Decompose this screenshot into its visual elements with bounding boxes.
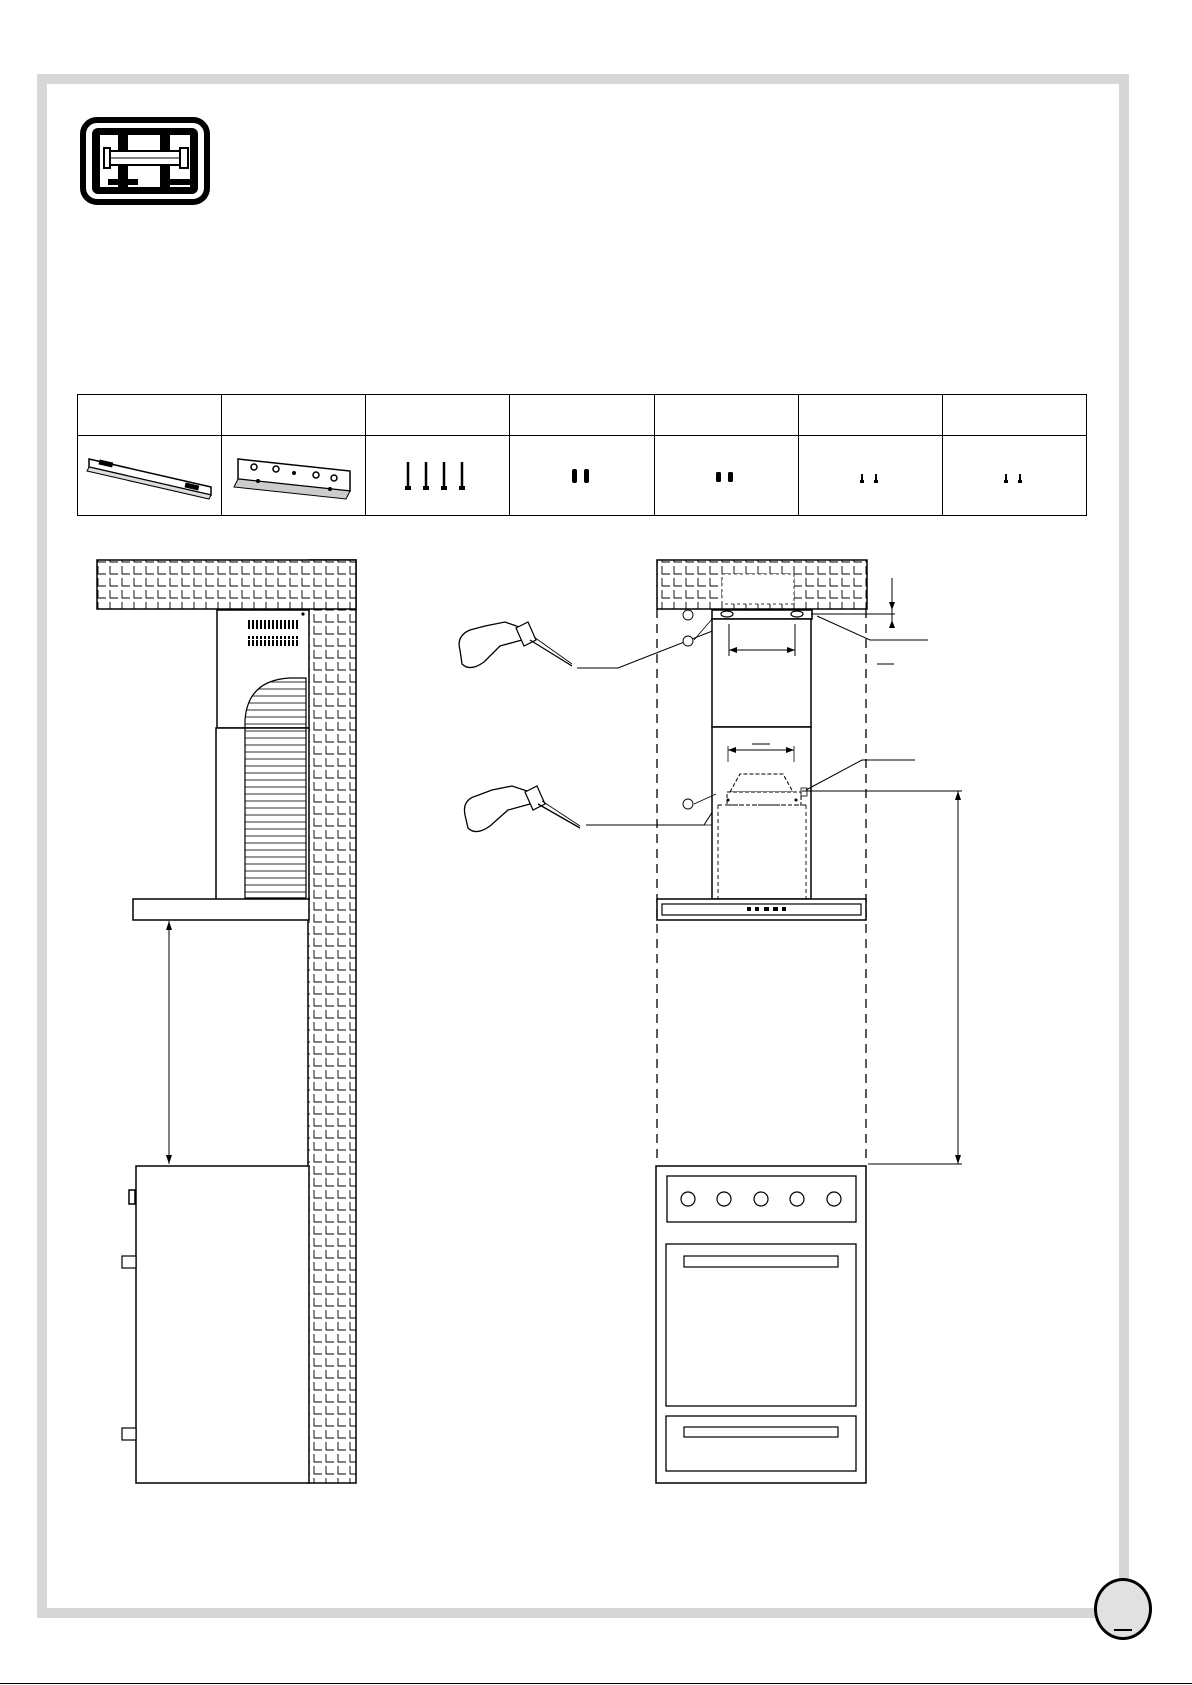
page-number-badge xyxy=(1094,1578,1152,1640)
long-screws-icon xyxy=(398,456,478,496)
part-name-cell xyxy=(366,395,510,436)
screw-point xyxy=(683,799,693,809)
parts-image-row xyxy=(78,436,1087,516)
part-image-cell xyxy=(942,436,1086,516)
small-screws-icon xyxy=(994,461,1034,491)
parts-header-row xyxy=(78,395,1087,436)
part-name-cell xyxy=(510,395,654,436)
screw-point xyxy=(683,636,693,646)
drill-icon xyxy=(459,622,715,668)
small-screws-icon xyxy=(850,461,890,491)
part-image-cell xyxy=(78,436,222,516)
storage-drawer xyxy=(666,1416,856,1471)
part-name-cell xyxy=(78,395,222,436)
screws-icon xyxy=(706,461,746,491)
part-name-cell xyxy=(798,395,942,436)
part-image-cell xyxy=(510,436,654,516)
part-name-cell xyxy=(654,395,798,436)
flexible-duct xyxy=(245,678,306,898)
stove-side xyxy=(136,1166,309,1483)
hood-canopy-side xyxy=(133,899,309,920)
chimney-lower-front xyxy=(712,727,811,899)
parts-table xyxy=(77,394,1087,516)
screw-point xyxy=(683,610,693,620)
wall-mounting-logo-icon xyxy=(80,117,210,205)
wall-side xyxy=(308,560,356,1483)
part-image-cell xyxy=(366,436,510,516)
mounting-rail-icon xyxy=(85,451,215,501)
wall-plugs-icon xyxy=(562,461,602,491)
ceiling-side xyxy=(97,560,356,609)
vent-slots xyxy=(248,620,298,630)
oven-door xyxy=(666,1244,856,1406)
vent-slots xyxy=(248,636,298,646)
part-image-cell xyxy=(798,436,942,516)
chimney-upper-front xyxy=(712,619,811,727)
side-view xyxy=(97,560,356,1483)
wall-bracket-icon xyxy=(232,449,356,503)
part-image-cell xyxy=(222,436,366,516)
part-image-cell xyxy=(654,436,798,516)
part-name-cell xyxy=(222,395,366,436)
part-name-cell xyxy=(942,395,1086,436)
motor-housing xyxy=(730,774,793,792)
page-number xyxy=(1097,1629,1149,1631)
front-view xyxy=(656,560,962,1483)
installation-drawing xyxy=(0,540,1192,1490)
bottom-rule xyxy=(0,1683,1192,1684)
